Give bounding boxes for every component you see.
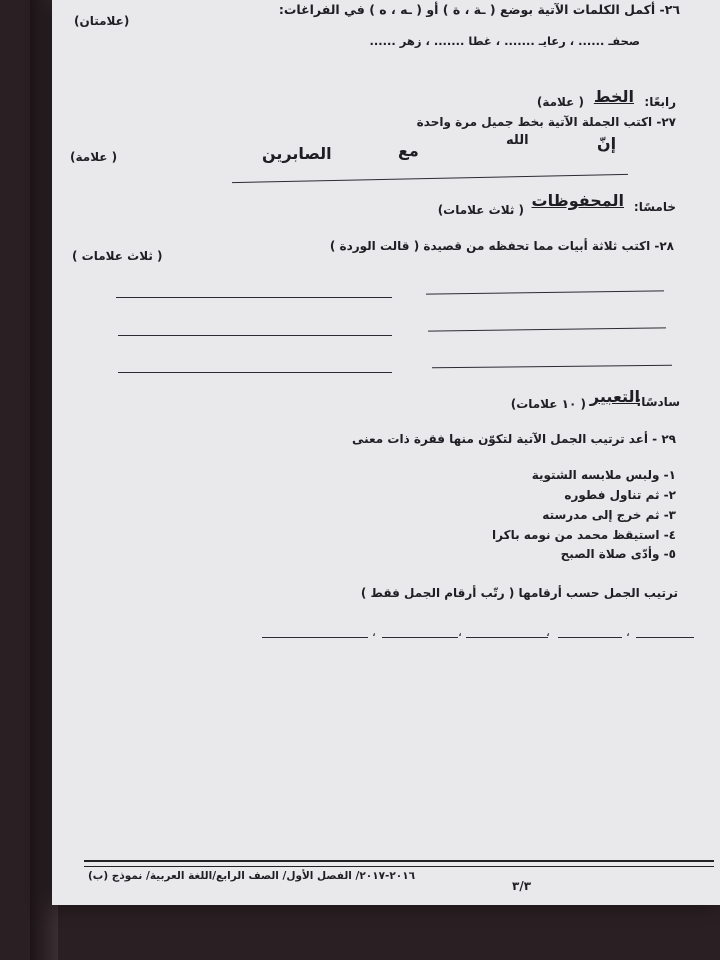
q29-item-2: ٢- ثم تناول فطوره bbox=[564, 488, 676, 502]
q27-word-maa: مع bbox=[398, 141, 419, 160]
section6-marks: ( ١٠ علامات) bbox=[510, 397, 586, 411]
section6-title: التعبير bbox=[589, 387, 640, 406]
q27-word-inna: إنّ bbox=[597, 134, 617, 153]
q27-word-sabirin: الصابرين bbox=[262, 144, 332, 163]
q28-line-left-1 bbox=[116, 297, 392, 298]
order-blank-2 bbox=[558, 637, 622, 638]
q29-order-prompt: ترتيب الجمل حسب أرقامها ( رتّب أرقام الجمل فقط ) bbox=[360, 586, 678, 600]
footer-info: ٢٠١٦-٢٠١٧/ الفصل الأول/ الصف الرابع/اللغة العربية/ نموذج (ب) bbox=[88, 870, 416, 882]
footer-page-number: ٣/٣ bbox=[512, 879, 532, 893]
footer-rule-bottom bbox=[84, 866, 714, 867]
section5-marks: ( ثلاث علامات) bbox=[437, 203, 524, 217]
q28-line-left-3 bbox=[118, 372, 392, 373]
q29-prompt: ٢٩ - أعد ترتيب الجمل الآتية لتكوّن منها فقرة ذات معنى bbox=[351, 432, 676, 446]
q27-word-allah: الله bbox=[506, 133, 529, 148]
order-comma: ، bbox=[626, 625, 630, 639]
q26-words: صحفـ ...... ، رعايـ ....... ، غطا ....... ، زهر ...... bbox=[369, 34, 640, 48]
section6-label: سادسًا: bbox=[636, 395, 680, 409]
section4-label: رابعًا: bbox=[644, 95, 676, 109]
q28-line-left-2 bbox=[118, 335, 392, 336]
section4-marks: ( علامة) bbox=[536, 95, 584, 109]
order-comma: ، bbox=[546, 625, 550, 639]
q28-prompt: ٢٨- اكتب ثلاثة أبيات مما تحفظه من قصيدة ( قالت الوردة ) bbox=[329, 239, 674, 253]
q29-item-3: ٣- ثم خرج إلى مدرسته bbox=[542, 508, 676, 522]
section5-title: المحفوظات bbox=[531, 191, 624, 210]
q29-item-5: ٥- وأدّى صلاة الصبح bbox=[560, 547, 676, 561]
section4-title: الخط bbox=[593, 87, 634, 106]
q29-item-1: ١- ولبس ملابسه الشتوية bbox=[531, 468, 676, 482]
order-blank-5 bbox=[262, 637, 368, 638]
q26-prompt: ٢٦- أكمل الكلمات الآتية بوضع ( ـة ، ة ) أو ( ـه ، ه ) في الفراغات: bbox=[278, 2, 680, 17]
section5-label: خامسًا: bbox=[633, 200, 676, 214]
order-blank-4 bbox=[382, 637, 458, 638]
q28-marks: ( ثلاث علامات ) bbox=[72, 249, 163, 263]
q26-marks: (علامتان) bbox=[74, 14, 130, 28]
q29-item-4: ٤- استيقظ محمد من نومه باكرا bbox=[492, 528, 676, 542]
order-blank-3 bbox=[466, 637, 548, 638]
exam-page bbox=[52, 0, 720, 905]
order-comma: ، bbox=[372, 625, 376, 639]
order-comma: ، bbox=[458, 625, 462, 639]
order-blank-1 bbox=[636, 637, 694, 638]
q27-prompt: ٢٧- اكتب الجملة الآتية بخط جميل مرة واحدة bbox=[416, 115, 676, 129]
q27-marks: ( علامة) bbox=[70, 150, 118, 164]
footer-rule-top bbox=[84, 860, 714, 862]
